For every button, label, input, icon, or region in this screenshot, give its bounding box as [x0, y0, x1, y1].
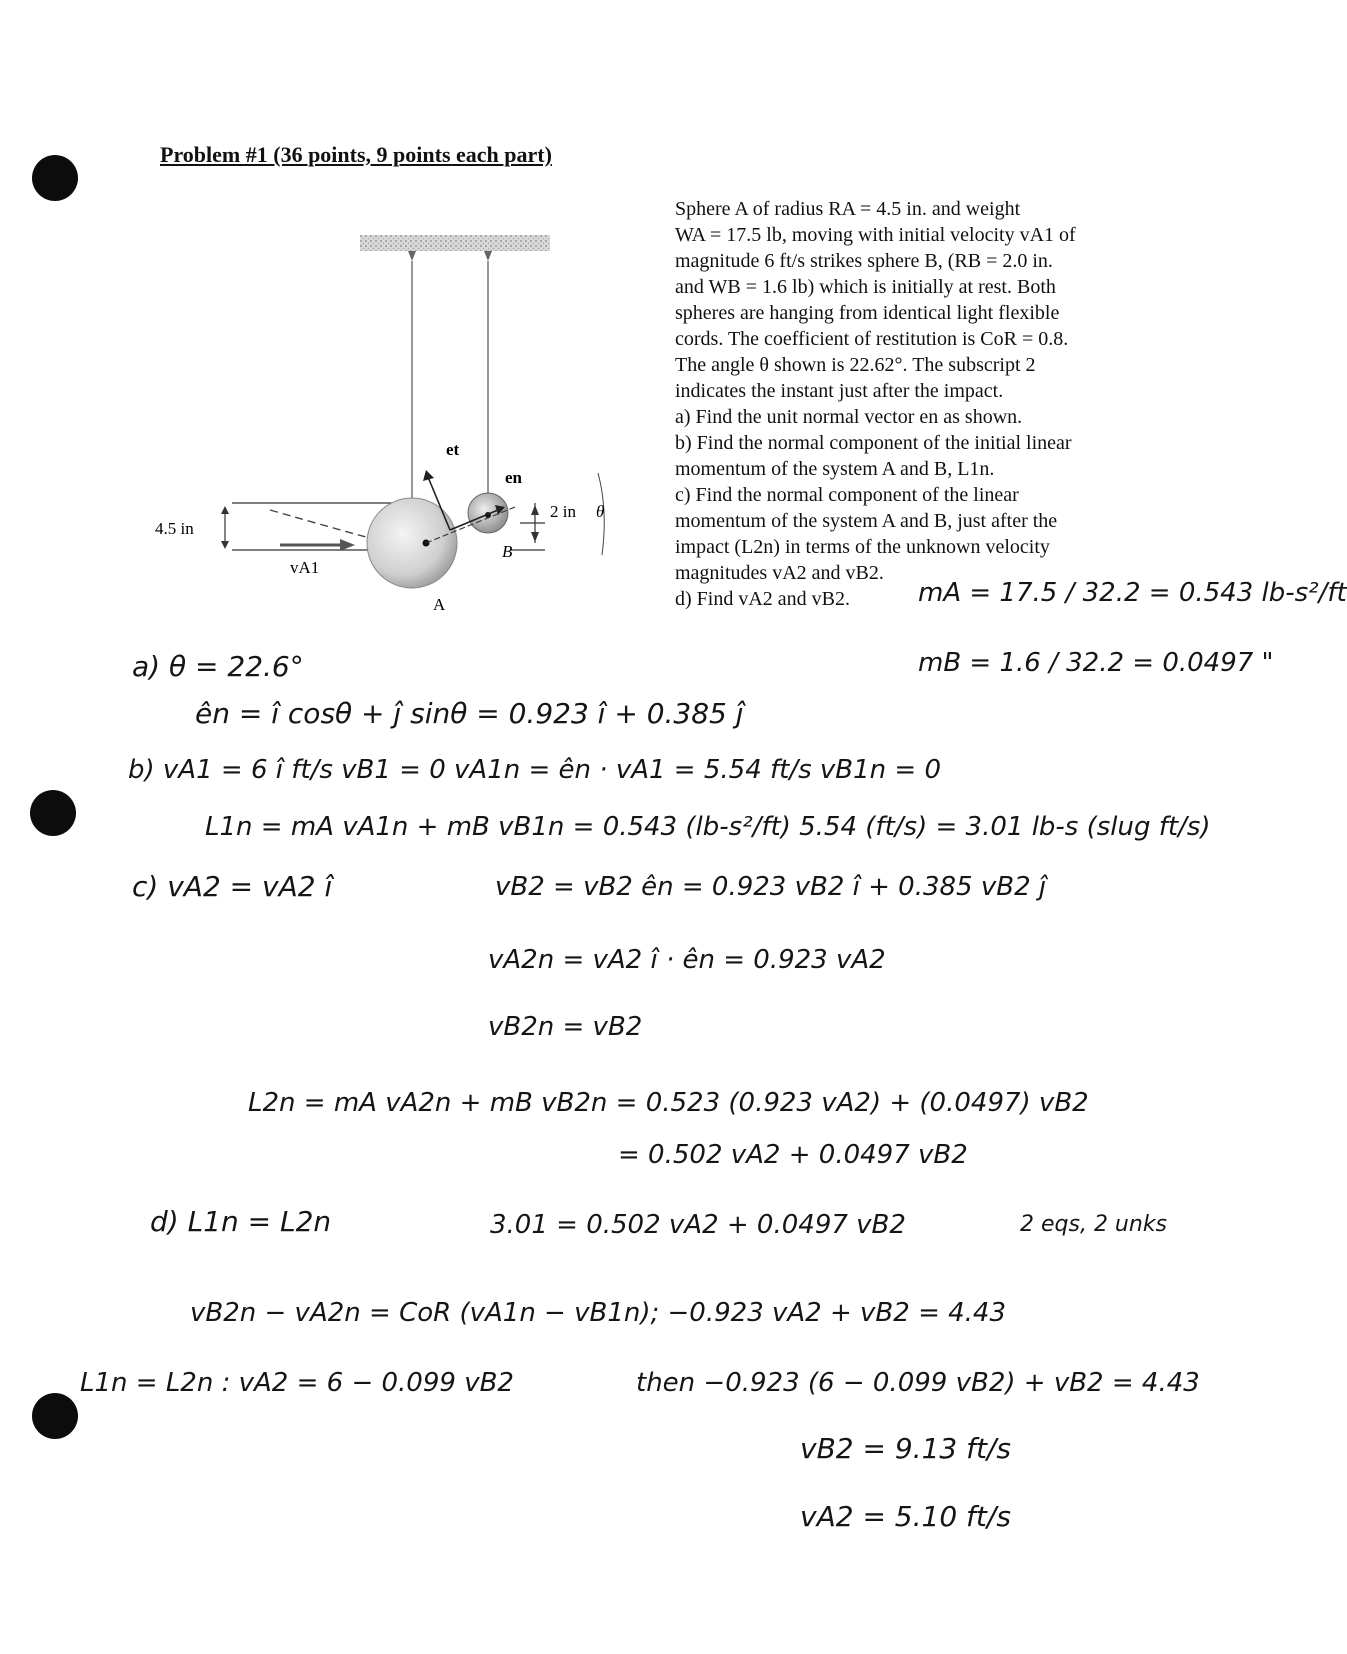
binder-hole-top [32, 155, 78, 201]
problem-line: magnitudes vA2 and vB2. [675, 562, 884, 584]
problem-line: b) Find the normal component of the initial linear [675, 432, 1072, 454]
problem-title: Problem #1 (36 points, 9 points each part) [160, 142, 552, 167]
part-a-unit-normal: ên = î cosθ + ĵ sinθ = 0.923 î + 0.385 ĵ [195, 697, 744, 730]
problem-line: Sphere A of radius RA = 4.5 in. and weight [675, 198, 1021, 220]
part-d-substitution: then −0.923 (6 − 0.099 vB2) + vB2 = 4.43 [636, 1368, 1200, 1398]
problem-line: momentum of the system A and B, just after the [675, 510, 1058, 532]
dim-45-arrow-up [221, 506, 229, 514]
part-b-momentum: L1n = mA vA1n + mB vB1n = 0.543 (lb-s²/ft) 5.54 (ft/s) = 3.01 lb-s (slug ft/s) [205, 812, 1211, 842]
binder-hole-bottom [32, 1393, 78, 1439]
label-et: et [446, 440, 460, 459]
part-c-va2n: vA2n = vA2 î · ên = 0.923 vA2 [488, 945, 886, 975]
label-45in: 4.5 in [155, 519, 194, 538]
label-en: en [505, 468, 522, 487]
problem-line: spheres are hanging from identical light flexible [675, 302, 1060, 324]
part-d-equation-1: 3.01 = 0.502 vA2 + 0.0497 vB2 [490, 1210, 906, 1240]
problem-line: WA = 17.5 lb, moving with initial velocity vA1 of [675, 224, 1076, 246]
problem-line: momentum of the system A and B, L1n. [675, 458, 995, 480]
part-c-l2n: L2n = mA vA2n + mB vB2n = 0.523 (0.923 vA2) + (0.0497) vB2 [248, 1088, 1089, 1118]
dim-2in-arrow-up [531, 532, 539, 542]
label-a: A [433, 595, 446, 614]
dim-45-arrow-down [221, 541, 229, 549]
label-2in: 2 in [550, 502, 576, 521]
part-d-note: 2 eqs, 2 unks [1020, 1212, 1168, 1237]
problem-line: c) Find the normal component of the linear [675, 484, 1019, 506]
velocity-arrowhead [340, 539, 355, 551]
dim-2in-arrow-down [531, 505, 539, 515]
problem-line: The angle θ shown is 22.62°. The subscript 2 [675, 354, 1036, 376]
mass-b-line: mB = 1.6 / 32.2 = 0.0497 " [918, 648, 1274, 678]
part-a-theta: a) θ = 22.6° [132, 650, 304, 683]
sphere-a [367, 498, 457, 588]
pendulum-diagram [150, 225, 670, 625]
problem-line: cords. The coefficient of restitution is CoR = 0.8. [675, 328, 1069, 350]
problem-line: and WB = 1.6 lb) which is initially at rest. Both [675, 276, 1056, 298]
part-d-conservation: d) L1n = L2n [150, 1205, 332, 1238]
et-arrowhead [423, 470, 434, 481]
problem-line: magnitude 6 ft/s strikes sphere B, (RB = 2.0 in. [675, 250, 1053, 272]
problem-line: d) Find vA2 and vB2. [675, 588, 850, 610]
part-c-vb2: vB2 = vB2 ên = 0.923 vB2 î + 0.385 vB2 ĵ [495, 872, 1047, 902]
mass-a-line: mA = 17.5 / 32.2 = 0.543 lb-s²/ft [918, 578, 1347, 608]
answer-vb2: vB2 = 9.13 ft/s [800, 1432, 1011, 1465]
label-va1: vA1 [290, 558, 320, 577]
problem-line: indicates the instant just after the impact. [675, 380, 1004, 402]
part-d-restitution: vB2n − vA2n = CoR (vA1n − vB1n); −0.923 vA2 + vB2 = 4.43 [190, 1298, 1007, 1328]
label-b: B [502, 542, 513, 561]
problem-line: a) Find the unit normal vector en as shown. [675, 406, 1023, 428]
part-b-velocities: b) vA1 = 6 î ft/s vB1 = 0 vA1n = ên · vA1 = 5.54 ft/s vB1n = 0 [128, 755, 942, 785]
ceiling [360, 235, 550, 251]
answer-va2: vA2 = 5.10 ft/s [800, 1500, 1011, 1533]
problem-statement [675, 196, 1145, 612]
part-d-va2-expression: L1n = L2n : vA2 = 6 − 0.099 vB2 [80, 1368, 514, 1398]
label-theta: θ [596, 502, 605, 521]
pivot-a [408, 251, 416, 261]
problem-line: impact (L2n) in terms of the unknown velocity [675, 536, 1050, 558]
binder-hole-middle [30, 790, 76, 836]
part-c-l2n-simplified: = 0.502 vA2 + 0.0497 vB2 [618, 1140, 968, 1170]
pivot-b [484, 251, 492, 261]
part-c-vb2n: vB2n = vB2 [488, 1012, 643, 1042]
part-c-va2: c) vA2 = vA2 î [132, 870, 333, 903]
